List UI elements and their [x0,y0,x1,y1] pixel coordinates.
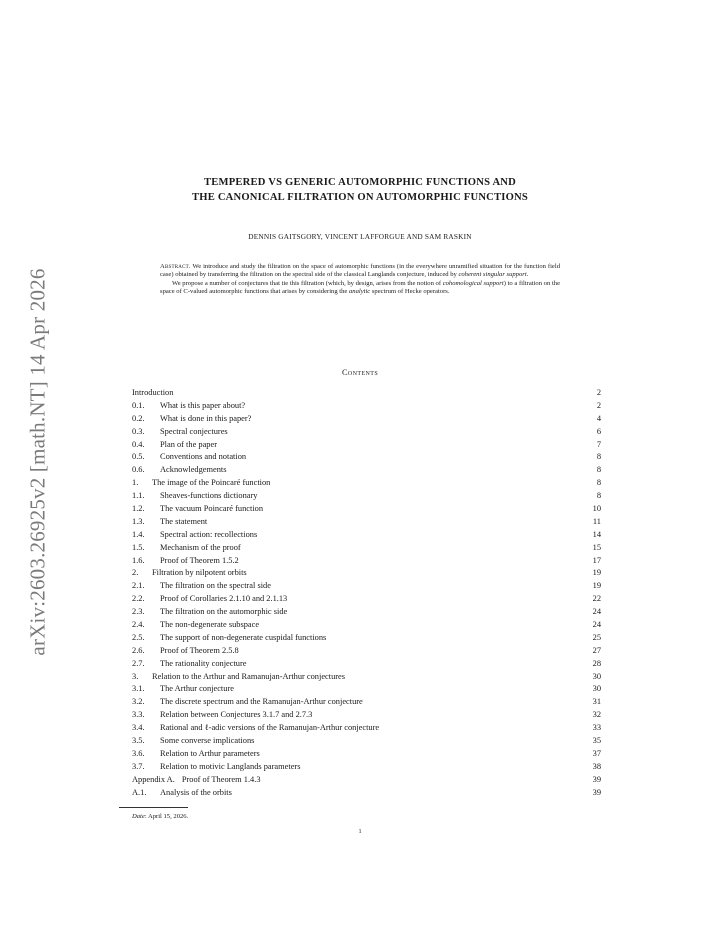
toc-entry-page: 19 [592,568,601,578]
toc-entry-page: 7 [596,439,601,449]
toc-entry-label [132,516,207,529]
toc-entry[interactable] [132,387,601,400]
toc-entry-number: 3.3. [132,710,145,720]
toc-entry-label [132,464,227,477]
toc-entry-title: Relation to Arthur parameters [160,748,260,758]
toc-entry-label [132,696,363,709]
toc-entry-number: 2.4. [132,620,145,630]
toc-entry-number: 0.3. [132,426,145,436]
toc-entry-title: Relation to motivic Langlands parameters [160,761,301,771]
toc-entry-label [132,593,287,606]
title-line-2: THE CANONICAL FILTRATION ON AUTOMORPHIC FUNCTIONS [192,191,528,203]
toc-entry-number: 0.6. [132,465,145,475]
toc-entry-page: 31 [592,697,601,707]
toc-entry-page: 30 [592,684,601,694]
toc-entry-page: 10 [592,504,601,514]
toc-entry[interactable] [132,490,601,503]
toc-entry[interactable] [132,580,601,593]
toc-entry[interactable] [132,761,601,774]
toc-entry-number: 2. [132,568,139,578]
toc-entry-title: Plan of the paper [160,439,217,449]
toc-entry-number: 0.1. [132,400,145,410]
toc-entry[interactable] [132,658,601,671]
toc-entry-title: The non-degenerate subspace [160,620,260,630]
toc-entry-number: 1. [132,478,139,488]
toc-entry-number: 3.6. [132,748,145,758]
toc-entry-title: What is done in this paper? [160,413,252,423]
date-footnote [132,813,188,820]
toc-entry-label [132,761,300,774]
toc-entry-number: 2.2. [132,594,145,604]
toc-entry-page: 39 [592,787,601,797]
toc-entry-number: 2.6. [132,645,145,655]
toc-entry-title: Mechanism of the proof [160,542,241,552]
toc-entry-title: Filtration by nilpotent orbits [152,568,247,578]
abstract-text: We introduce and study the filtration on the space of automorphic functions (in the everywhere unramified situation for the function field case) obtained by transferring the filtration on the spectral side of the classical Langlands conjecture, induced by [160,263,560,279]
toc-entry[interactable] [132,671,601,684]
abstract-emphasis: analytic [348,288,371,296]
toc-entry-label [132,555,239,568]
toc-entry-title: Spectral action: recollections [160,529,258,539]
toc-entry-page: 24 [592,620,601,630]
toc-entry-title: Proof of Corollaries 2.1.10 and 2.1.13 [160,594,288,604]
toc-entry-label [132,748,260,761]
toc-entry-title: The support of non-degenerate cuspidal functions [160,632,327,642]
toc-entry-number: 3.2. [132,697,145,707]
toc-entry[interactable] [132,722,601,735]
toc-entry-page: 6 [596,426,601,436]
toc-entry-number: 2.5. [132,632,145,642]
toc-entry-title: Analysis of the orbits [160,787,232,797]
toc-entry-label [132,632,326,645]
abstract-label: Abstract. [160,263,191,270]
title-line-1: TEMPERED VS GENERIC AUTOMORPHIC FUNCTIONS AND [203,177,517,188]
toc-entry-number: A.1. [132,787,147,797]
paper-title [0,176,720,205]
toc-entry-title: Proof of Theorem 1.5.2 [160,555,239,565]
toc-entry-label [132,426,228,439]
toc-entry-label [132,683,234,696]
toc-entry-title: Proof of Theorem 1.4.3 [181,774,261,784]
toc-entry[interactable] [132,619,601,632]
toc-entry-page: 37 [592,748,601,758]
toc-entry-number: 2.7. [132,658,145,668]
toc-entry-number: 0.5. [132,452,145,462]
toc-entry-number: 2.3. [132,607,145,617]
toc-entry-page: 24 [592,607,601,617]
toc-entry[interactable] [132,451,601,464]
toc-entry[interactable] [132,464,601,477]
toc-entry-title: Rational and ℓ-adic versions of the Ramanujan-Arthur conjecture [160,723,380,733]
toc-entry[interactable] [132,696,601,709]
toc-entry-title: The Arthur conjecture [160,684,234,694]
toc-entry-label [132,413,251,426]
toc-entry-title: Conventions and notation [160,452,247,462]
toc-entry-number: 0.4. [132,439,145,449]
toc-entry-label [132,787,232,800]
toc-entry-page: 35 [592,736,601,746]
toc-entry-page: 2 [596,400,601,410]
toc-entry-label [132,477,270,490]
toc-entry-page: 14 [592,529,601,539]
toc-entry-label [132,619,259,632]
toc-entry-title: The rationality conjecture [160,658,247,668]
toc-entry-page: 17 [592,555,601,565]
toc-entry[interactable] [132,774,601,787]
abstract-text: We propose a number of conjectures that tie this filtration (which, by design, arises from the notion of [172,279,443,287]
toc-entry-title: Relation between Conjectures 3.1.7 and 2.7.3 [160,710,313,720]
date-text: : April 15, 2026. [144,813,189,820]
toc-entry[interactable] [132,529,601,542]
toc-entry-label [132,503,263,516]
toc-entry-label [132,387,173,400]
abstract-text: ) to a filtration on the space of C-valued automorphic functions that arises by considering the [160,279,560,296]
toc-entry-page: 2 [596,388,601,397]
date-label: Date [132,813,145,820]
toc-entry-title: Some converse implications [160,736,255,746]
table-of-contents [132,387,601,800]
toc-entry-label [132,439,217,452]
toc-entry-number: 1.3. [132,516,145,526]
author-list: DENNIS GAITSGORY, VINCENT LAFFORGUE AND SAM RASKIN [248,232,472,241]
toc-entry-label [132,709,312,722]
toc-entry[interactable] [132,426,601,439]
toc-entry-page: 11 [592,516,601,526]
toc-entry-number: 0.2. [132,413,145,423]
toc-entry[interactable] [132,645,601,658]
toc-entry-title: The statement [160,516,208,526]
toc-entry-page: 32 [592,710,601,720]
toc-entry-number: 2.1. [132,581,145,591]
toc-entry-page: 30 [592,671,601,681]
toc-entry-title: The vacuum Poincaré function [160,504,264,514]
toc-entry-title: What is this paper about? [160,400,246,410]
abstract-paragraph-2 [160,280,560,296]
toc-entry-page: 4 [596,413,601,423]
toc-entry-title: Proof of Theorem 2.5.8 [160,645,239,655]
toc-entry-label [132,606,287,619]
toc-entry-number: 3.7. [132,761,145,771]
toc-entry-label [132,451,246,464]
page-number: 1 [358,828,362,835]
abstract-emphasis: coherent singular support [458,271,527,279]
abstract-text: spectrum of Hecke operators. [370,288,450,296]
contents-heading: Contents [341,368,379,377]
toc-entry-title: Introduction [132,388,174,397]
toc-entry-label [132,658,247,671]
toc-entry-page: 33 [592,723,601,733]
toc-entry-label [132,580,271,593]
toc-entry-page: 8 [596,465,601,475]
abstract [160,263,560,296]
toc-entry-title: Acknowledgements [160,465,227,475]
toc-entry[interactable] [132,413,601,426]
toc-entry-number: 3.1. [132,684,145,694]
toc-entry-title: Spectral conjectures [160,426,228,436]
toc-entry-number: 1.2. [132,504,145,514]
toc-entry[interactable] [132,735,601,748]
abstract-emphasis: cohomological support [442,279,504,287]
toc-entry-label [132,490,257,503]
toc-entry-page: 39 [592,774,601,784]
toc-entry[interactable] [132,683,601,696]
toc-entry[interactable] [132,477,601,490]
toc-entry-number: 3.4. [132,723,145,733]
toc-entry-number: 3.5. [132,736,145,746]
toc-entry[interactable] [132,555,601,568]
toc-entry-title: Relation to the Arthur and Ramanujan-Arthur conjectures [152,671,346,681]
toc-entry-page: 25 [592,632,601,642]
toc-entry-label [132,671,345,684]
toc-entry-label [132,774,261,787]
toc-entry[interactable] [132,606,601,619]
toc-entry[interactable] [132,593,601,606]
toc-entry[interactable] [132,503,601,516]
toc-entry[interactable] [132,542,601,555]
toc-entry[interactable] [132,439,601,452]
toc-entry-title: The filtration on the spectral side [160,581,271,591]
toc-entry-page: 22 [592,594,601,604]
toc-entry-label [132,529,257,542]
toc-entry-number: 1.6. [132,555,145,565]
toc-entry-title: The discrete spectrum and the Ramanujan-Arthur conjecture [160,697,363,707]
toc-entry-page: 15 [592,542,601,552]
toc-entry-label [132,722,379,735]
toc-entry[interactable] [132,748,601,761]
toc-entry-page: 8 [596,491,601,501]
toc-entry-title: Sheaves-functions dictionary [160,491,258,501]
toc-entry-number: 3. [132,671,139,681]
toc-entry-title: The image of the Poincaré function [152,478,271,488]
toc-entry-number: 1.5. [132,542,145,552]
toc-entry-label [132,567,247,580]
toc-entry[interactable] [132,516,601,529]
toc-entry[interactable] [132,709,601,722]
arxiv-identifier-stamp: arXiv:2603.26925v2 [math.NT] 14 Apr 2026 [25,268,50,656]
toc-entry-number: 1.4. [132,529,145,539]
abstract-paragraph-1 [160,263,560,279]
toc-entry-label [132,645,239,658]
toc-entry-label [132,735,254,748]
toc-entry[interactable] [132,632,601,645]
toc-entry-page: 8 [596,452,601,462]
toc-entry-page: 28 [592,658,601,668]
toc-entry-label [132,400,245,413]
toc-entry-label [132,542,241,555]
toc-entry-number: Appendix A. [132,774,175,784]
toc-entry[interactable] [132,567,601,580]
toc-entry-page: 19 [592,581,601,591]
toc-entry-number: 1.1. [132,491,145,501]
footnote-rule [119,807,188,808]
toc-entry[interactable] [132,787,601,800]
toc-entry-page: 38 [592,761,601,771]
toc-entry-page: 8 [596,478,601,488]
toc-entry-title: The filtration on the automorphic side [160,607,288,617]
abstract-text: . [526,271,529,279]
toc-entry[interactable] [132,400,601,413]
toc-entry-page: 27 [592,645,601,655]
